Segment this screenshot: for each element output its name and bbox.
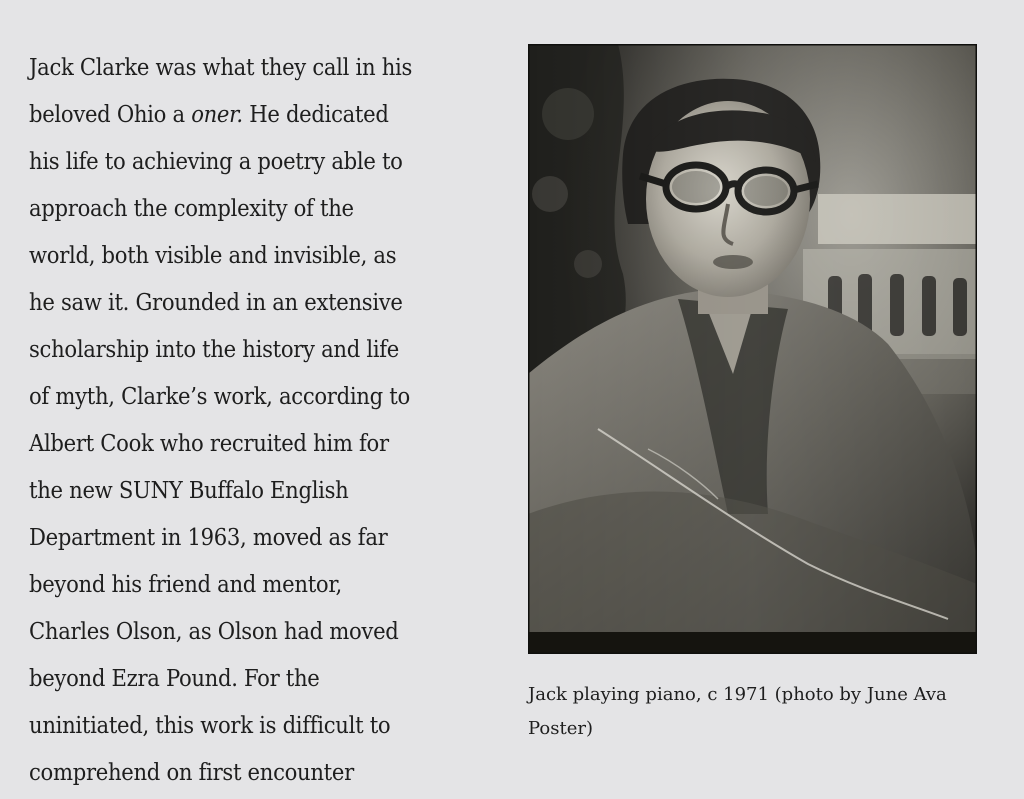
photo-figure: [528, 44, 977, 746]
emphasis-oner: oner.: [191, 100, 243, 128]
portrait-photo: [528, 44, 977, 654]
body-line: world, both visible and invisible, as: [29, 241, 397, 269]
article-body: [29, 44, 489, 796]
body-line: Department in 1963, moved as far: [29, 523, 388, 551]
body-line: comprehend on first encounter: [29, 758, 354, 786]
body-line: approach the complexity of the: [29, 194, 354, 222]
body-line: of myth, Clarke’s work, according to: [29, 382, 410, 410]
body-line: his life to achieving a poetry able to: [29, 147, 403, 175]
body-line: Albert Cook who recruited him for: [29, 429, 389, 457]
body-line: Jack Clarke was what they call in his: [29, 53, 413, 81]
body-line: uninitiated, this work is difficult to: [29, 711, 391, 739]
body-line: he saw it. Grounded in an extensive: [29, 288, 403, 316]
body-line: beyond his friend and mentor,: [29, 570, 342, 598]
body-line: beloved Ohio a oner. He dedicated: [29, 100, 389, 128]
photo-caption: Jack playing piano, c 1971 (photo by June Ava Poster): [528, 684, 947, 739]
body-line: beyond Ezra Pound. For the: [29, 664, 320, 692]
body-line: Charles Olson, as Olson had moved: [29, 617, 399, 645]
body-line: the new SUNY Buffalo English: [29, 476, 349, 504]
body-line: scholarship into the history and life: [29, 335, 400, 363]
